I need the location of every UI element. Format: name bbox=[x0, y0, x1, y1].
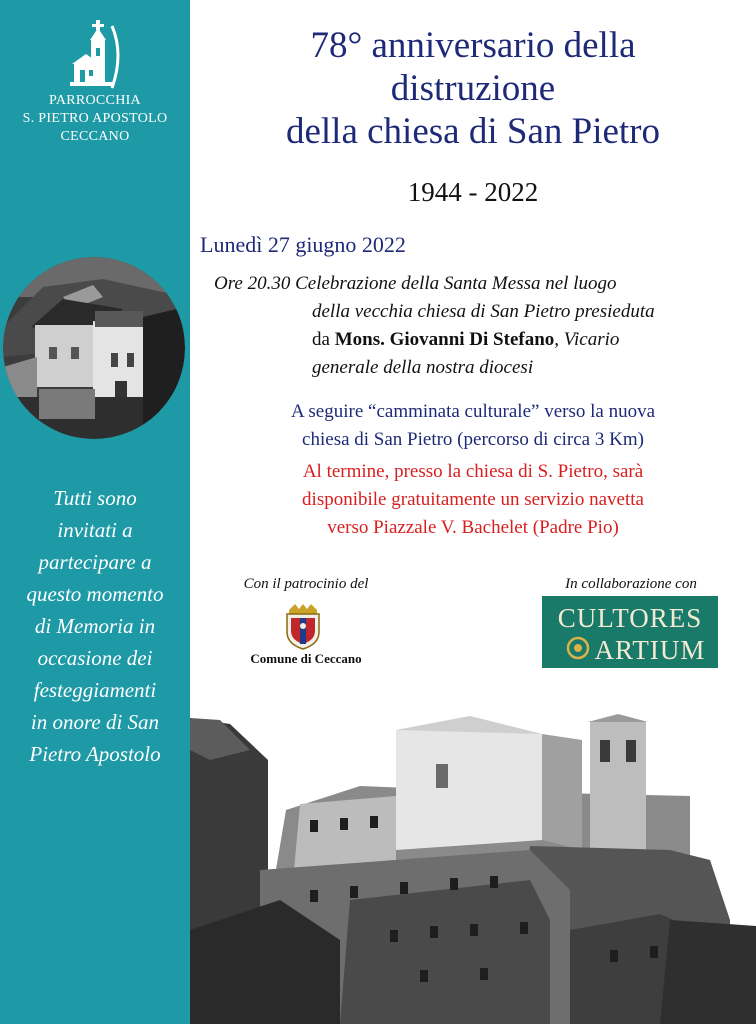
title-line: 78° anniversario della bbox=[310, 25, 636, 66]
church-logo-icon bbox=[68, 18, 128, 92]
celebrant-name: Mons. Giovanni Di Stefano bbox=[334, 329, 555, 350]
page-title bbox=[190, 24, 756, 153]
invitation-line: partecipare a bbox=[38, 550, 152, 574]
walk-line: A seguire “camminata culturale” verso la nuova bbox=[290, 401, 655, 422]
event-date: Lunedì 27 giugno 2022 bbox=[200, 232, 406, 257]
cultores-line1: CULTORES bbox=[557, 603, 703, 633]
invitation-line: festeggiamenti bbox=[33, 678, 157, 702]
mass-line: generale della nostra diocesi bbox=[312, 357, 534, 378]
parish-name-line: S. PIETRO APOSTOLO bbox=[22, 111, 168, 126]
invitation-line: invitati a bbox=[57, 518, 133, 542]
old-church-photo bbox=[3, 257, 185, 439]
celebrant-title: , Vicario bbox=[554, 329, 620, 350]
town-photo bbox=[190, 700, 756, 1024]
invitation-line: Pietro Apostolo bbox=[29, 742, 161, 766]
commune-name: Comune di Ceccano bbox=[250, 651, 362, 666]
shuttle-line: Al termine, presso la chiesa di S. Pietro, sarà bbox=[302, 461, 644, 482]
years: 1944 - 2022 bbox=[407, 177, 539, 207]
mass-line: Ore 20.30 Celebrazione della Santa Messa nel luogo bbox=[214, 273, 617, 294]
invitation-line: di Memoria in bbox=[34, 614, 156, 638]
invitation-text bbox=[0, 482, 190, 770]
cultores-artium-logo bbox=[542, 596, 718, 668]
mass-line bbox=[214, 326, 746, 354]
cultural-walk bbox=[190, 398, 756, 454]
parish-name bbox=[0, 92, 190, 146]
shuttle-line: disponibile gratuitamente un servizio navetta bbox=[302, 489, 644, 510]
title-line: della chiesa di San Pietro bbox=[285, 111, 660, 152]
walk-line: chiesa di San Pietro (percorso di circa 3 Km) bbox=[302, 429, 644, 450]
patronage-label: Con il patrocinio del bbox=[243, 576, 369, 592]
coat-of-arms-icon bbox=[283, 604, 323, 650]
shuttle-notice bbox=[190, 458, 756, 542]
shuttle-line: verso Piazzale V. Bachelet (Padre Pio) bbox=[327, 517, 619, 538]
mass-prefix: da bbox=[312, 329, 330, 350]
invitation-line: Tutti sono bbox=[53, 486, 137, 510]
sidebar bbox=[0, 0, 190, 1024]
title-line: distruzione bbox=[390, 68, 556, 109]
parish-name-line: PARROCCHIA bbox=[49, 93, 141, 108]
mass-description bbox=[214, 270, 746, 382]
invitation-line: in onore di San bbox=[30, 710, 160, 734]
invitation-line: occasione dei bbox=[37, 646, 153, 670]
mass-line: della vecchia chiesa di San Pietro presieduta bbox=[312, 301, 655, 322]
collaboration-label: In collaborazione con bbox=[565, 576, 697, 592]
invitation-line: questo momento bbox=[26, 582, 164, 606]
parish-name-line: CECCANO bbox=[60, 129, 130, 144]
cultores-line2: ARTIUM bbox=[594, 635, 706, 665]
